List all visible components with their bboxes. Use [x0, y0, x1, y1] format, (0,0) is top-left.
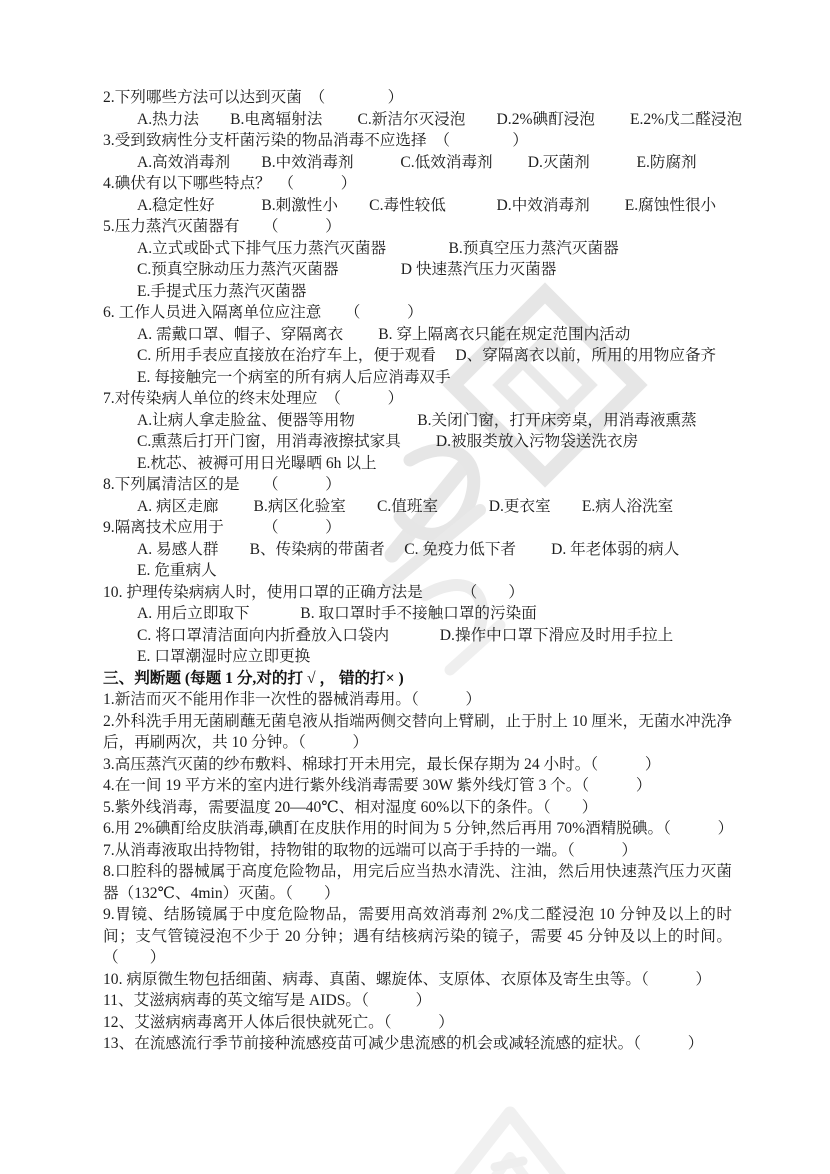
- question-stem: 10. 护理传染病病人时，使用口罩的正确方法是 （ ）: [103, 583, 525, 601]
- option-line: E. 口罩潮湿时应立即更换: [137, 648, 311, 665]
- true-false-item: 3.高压蒸汽灭菌的纱布敷料、棉球打开未用完，最长保存期为 24 小时。（ ）: [103, 755, 661, 773]
- true-false-item: 11、艾滋病病毒的英文缩写是 AIDS。（ ）: [103, 992, 432, 1009]
- option-line: A. 易感人群 B、传染病的带菌者 C. 免疫力低下者 D. 年老体弱的病人: [137, 540, 680, 558]
- true-false-item: 5.紫外线消毒，需要温度 20—40℃、相对湿度 60%以下的条件。（ ）: [103, 798, 598, 816]
- question-stem: 9.隔离技术应用于 （ ）: [103, 519, 341, 536]
- true-false-item: 7.从消毒液取出持物钳，持物钳的取物的远端可以高于手持的一端。（ ）: [103, 841, 638, 859]
- true-false-item: 4.在一间 19 平方米的室内进行紫外线消毒需要 30W 紫外线灯管 3 个。（ ）: [103, 777, 652, 794]
- question-stem: 2.下列哪些方法可以达到灭菌 （ ）: [103, 89, 404, 106]
- option-line: A. 需戴口罩、帽子、穿隔离衣 B. 穿上隔离衣只能在规定范围内活动: [137, 325, 631, 343]
- question-stem: 5.压力蒸汽灭菌器有 （ ）: [103, 218, 341, 235]
- question-stem: 7.对传染病人单位的终末处理应 （ ）: [103, 390, 404, 407]
- option-line: A.热力法 B.电离辐射法 C.新洁尔灭浸泡 D.2%碘酊浸泡 E.2%戊二醛浸泡: [137, 110, 743, 128]
- option-line: E. 每接触完一个病室的所有病人后应消毒双手: [137, 368, 451, 386]
- option-line: A.高效消毒剂 B.中效消毒剂 C.低效消毒剂 D.灭菌剂 E.防腐剂: [137, 153, 697, 171]
- option-line: E.枕芯、被褥可用日光曝晒 6h 以上: [137, 454, 377, 472]
- option-line: C.熏蒸后打开门窗，用消毒液擦拭家具 D.被服类放入污物袋送洗衣房: [137, 433, 639, 450]
- watermark-triangle: [395, 1105, 625, 1174]
- true-false-item: 9.胃镜、结肠镜属于中度危险物品，需要用高效消毒剂 2%戊二醛浸泡 10 分钟及以上的时间；支气管镜浸泡不少于 20 分钟；遇有结核病污染的镜子，需要 45 分钟及以上的时间。（ ）: [103, 906, 732, 966]
- option-line: A.立式或卧式下排气压力蒸汽灭菌器 B.预真空压力蒸汽灭菌器: [137, 239, 619, 257]
- question-stem: 4.碘伏有以下哪些特点？ （ ）: [103, 175, 357, 192]
- true-false-item: 13、在流感流行季节前接种流感疫苗可减少患流感的机会或减轻流感的症状。（ ）: [103, 1035, 704, 1052]
- option-line: E.手提式压力蒸汽灭菌器: [137, 282, 307, 300]
- option-line: C. 所用手表应直接放在治疗车上，便于观看 D、穿隔离衣以前，所用的用物应备齐: [137, 347, 717, 364]
- true-false-item: 6.用 2%碘酊给皮肤消毒,碘酊在皮肤作用的时间为 5 分钟,然后再用 70%酒精脱碘。（ ）: [103, 820, 734, 837]
- document-content: [103, 87, 743, 1055]
- option-line: C. 将口罩清洁面向内折叠放入口袋内 D.操作中口罩下滑应及时用手拉上: [137, 626, 674, 644]
- option-line: A.稳定性好 B.刺激性小 C.毒性较低 D.中效消毒剂 E.腐蚀性很小: [137, 196, 717, 214]
- question-stem: 8.下列属清洁区的是 （ ）: [103, 476, 341, 493]
- true-false-item: 12、艾滋病病毒离开人体后很快就死亡。（ ）: [103, 1013, 454, 1031]
- true-false-item: 10. 病原微生物包括细菌、病毒、真菌、螺旋体、支原体、衣原体及寄生虫等。（ ）: [103, 970, 712, 988]
- section-heading: 三、判断题 (每题 1 分,对的打 √ ， 错的打× ): [103, 669, 404, 687]
- question-stem: 3.受到致病性分支杆菌污染的物品消毒不应选择 （ ）: [103, 132, 528, 149]
- question-stem: 6. 工作人员进入隔离单位应注意 （ ）: [103, 304, 423, 321]
- option-line: A. 用后立即取下 B. 取口罩时手不接触口罩的污染面: [137, 605, 537, 622]
- option-line: A. 病区走廊 B.病区化验室 C.值班室 D.更衣室 E.病人浴洗室: [137, 497, 674, 515]
- option-line: C.预真空脉动压力蒸汽灭菌器 D 快速蒸汽压力灭菌器: [137, 261, 557, 278]
- true-false-section: [103, 689, 732, 1055]
- option-line: E. 危重病人: [137, 562, 217, 579]
- true-false-item: 8.口腔科的器械属于高度危险物品，用完后应当热水清洗、注油，然后用快速蒸汽压力灭菌器（132℃、4min）灭菌。（ ）: [103, 863, 732, 902]
- true-false-item: 1.新洁而灭不能用作非一次性的器械消毒用。（ ）: [103, 691, 482, 708]
- option-line: A.让病人拿走脸盆、便器等用物 B.关闭门窗，打开床旁桌，用消毒液熏蒸: [137, 411, 697, 429]
- true-false-item: 2.外科洗手用无菌刷蘸无菌皂液从指端两侧交替向上臂刷，止于肘上 10 厘米，无菌水冲洗净后，再刷两次，共 10 分钟。（ ）: [103, 712, 732, 751]
- multiple-choice-section: [103, 87, 743, 668]
